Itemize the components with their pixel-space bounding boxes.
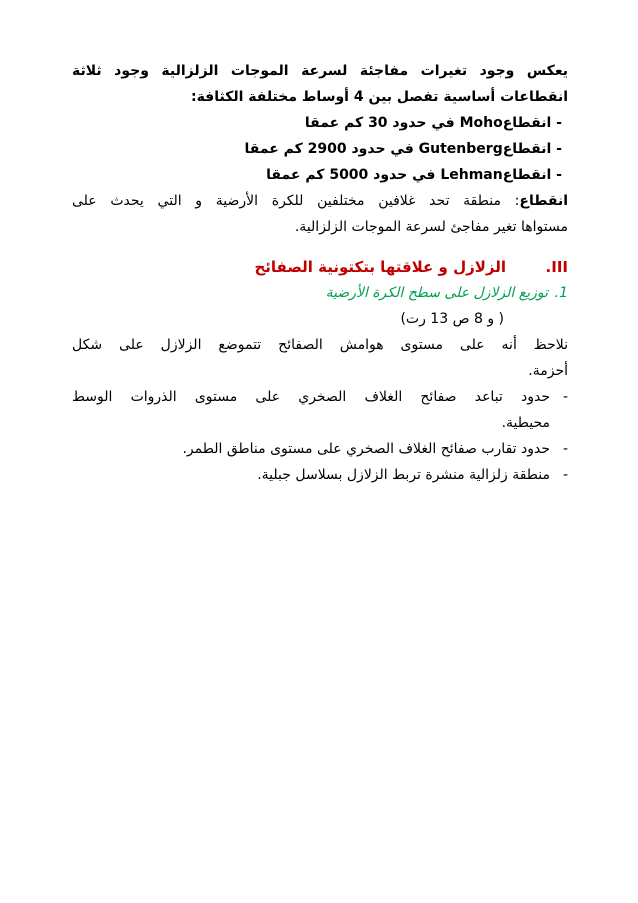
section-number: III. [545,258,568,276]
subsection-title: توزيع الزلازل على سطح الكرة الأرضية [325,285,548,301]
discontinuity-depth: في حدود 5000 كم عمقا [266,167,441,183]
bullet-item [72,384,568,410]
discontinuity-depth: في حدود 30 كم عمقا [304,115,460,131]
intro-line-2: انقطاعات أساسية تفصل بين 4 أوساط مختلفة الكثافة: [190,89,568,105]
discontinuity-prefix: - انقطاع [502,141,562,157]
bullet-text: حدود تقارب صفائح الغلاف الصخري على مستوى مناطق الطمر. [182,441,550,457]
discontinuity-depth: في حدود 2900 كم عمقا [244,141,419,157]
subsection-heading [72,280,568,306]
definition-text: : منطقة تحد غلافين مختلفين للكرة الأرضية و التي يحدث على [72,193,520,209]
bullet-item [72,462,568,488]
intro-line-1: يعكس وجود تغيرات مفاجئة لسرعة الموجات الزلزالية وجود ثلاثة [72,63,568,79]
discontinuity-gutenberg [72,136,568,162]
reference: ( و 8 ص 13 رت) [400,311,504,327]
bullet-text: منطقة زلزالية منشرة تربط الزلازل بسلاسل جبلية. [257,467,550,483]
bullet-item [72,436,568,462]
section-heading [72,254,568,280]
discontinuity-prefix: - انقطاع [502,115,562,131]
bullet-text: حدود تباعد صفائح الغلاف الصخري على مستوى الذروات الوسط [72,389,550,405]
discontinuity-name: Gutenberg [418,141,503,157]
bullet-item-continuation: محيطية. [501,415,550,431]
section-gap [72,240,568,254]
definition-term: انقطاع [519,193,568,209]
section-title: الزلازل و علاقتها بتكتونية الصفائح [254,258,506,276]
observation-line-2: أحزمة. [528,363,568,379]
subsection-number: 1. [554,285,568,301]
bullet-dash: - [562,467,568,483]
definition-line-2: مستواها تغير مفاجئ لسرعة الموجات الزلزالية. [294,219,568,235]
bullet-dash: - [562,389,568,405]
discontinuity-prefix: - انقطاع [502,167,562,183]
observation-line-1: نلاحظ أنه على مستوى هوامش الصفائح تتموضع الزلازل على شكل [72,337,568,353]
discontinuity-moho [72,110,568,136]
definition-line-1 [72,188,568,214]
discontinuity-name: Lehman [440,167,503,183]
discontinuity-lehman [72,162,568,188]
bullet-dash: - [562,441,568,457]
discontinuity-name: Moho [459,115,503,131]
document-page [72,58,568,488]
